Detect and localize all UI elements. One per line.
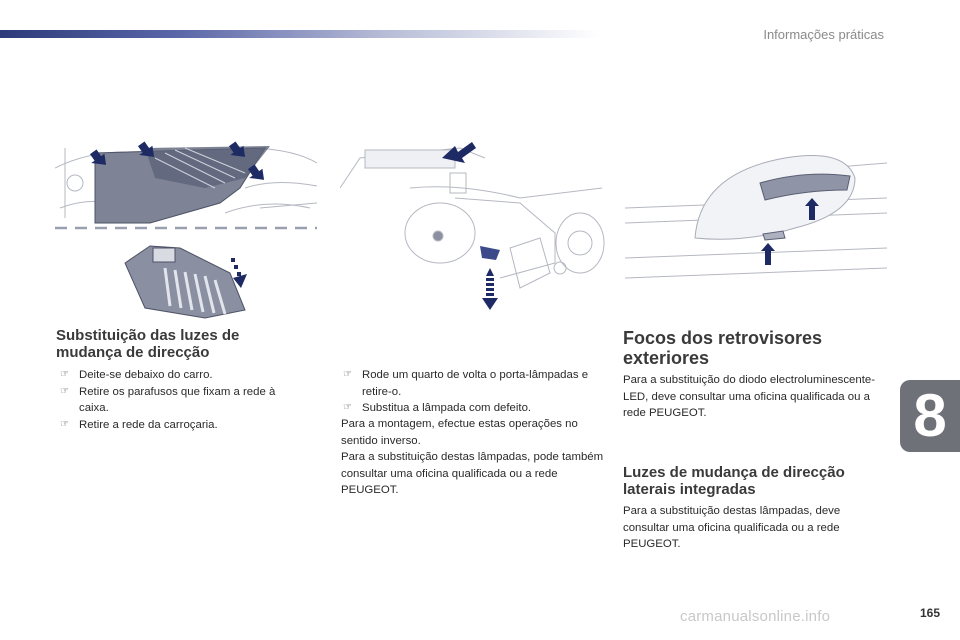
turn-signal-heading: Substituição das luzes de mudança de direcção xyxy=(56,327,240,361)
pointing-hand-icon: ☞ xyxy=(343,369,352,380)
pointing-hand-icon: ☞ xyxy=(343,402,352,413)
mirror-illustration xyxy=(625,128,887,320)
page-number: 165 xyxy=(919,606,940,620)
list-item: ☞ Substitua a lâmpada com defeito. xyxy=(341,400,606,417)
lamp-holder-illustration xyxy=(340,128,605,320)
list-item: ☞ Retire a rede da carroçaria. xyxy=(58,417,308,434)
middle-bullet-list xyxy=(341,367,606,417)
mirror-lights-heading: Focos dos retrovisores exteriores xyxy=(623,328,823,369)
list-item: ☞ Deite-se debaixo do carro. xyxy=(58,367,308,384)
mirror-lights-text: Para a substituição do diodo electroluminescente-LED, deve consultar uma oficina qualificada ou a rede PEUGEOT. xyxy=(623,374,876,419)
pointing-hand-icon: ☞ xyxy=(60,369,69,380)
header-gradient-bar xyxy=(0,30,600,38)
chapter-tab xyxy=(900,380,960,452)
section-title: Informações práticas xyxy=(763,27,884,42)
reassembly-paragraph: Para a montagem, efectue estas operações no sentido inverso. xyxy=(341,418,578,447)
side-indicators-heading: Luzes de mudança de direcção laterais integradas xyxy=(623,464,845,498)
pointing-hand-icon: ☞ xyxy=(60,418,69,430)
workshop-paragraph: Para a substituição destas lâmpadas, pode também consultar uma oficina qualificada ou a rede PEUGEOT. xyxy=(341,451,604,496)
chapter-number: 8 xyxy=(913,382,947,449)
watermark: carmanualsonline.info xyxy=(680,608,831,625)
list-item: ☞ Retire os parafusos que fixam a rede à caixa. xyxy=(60,385,276,414)
left-bullet-list xyxy=(58,367,308,433)
underbody-illustration xyxy=(55,128,320,320)
list-item: ☞ Rode um quarto de volta o porta-lâmpadas e retire-o. xyxy=(343,369,589,398)
pointing-hand-icon: ☞ xyxy=(60,385,69,397)
side-indicators-text: Para a substituição destas lâmpadas, deve consultar uma oficina qualificada ou a rede PEUGEOT. xyxy=(623,505,841,550)
